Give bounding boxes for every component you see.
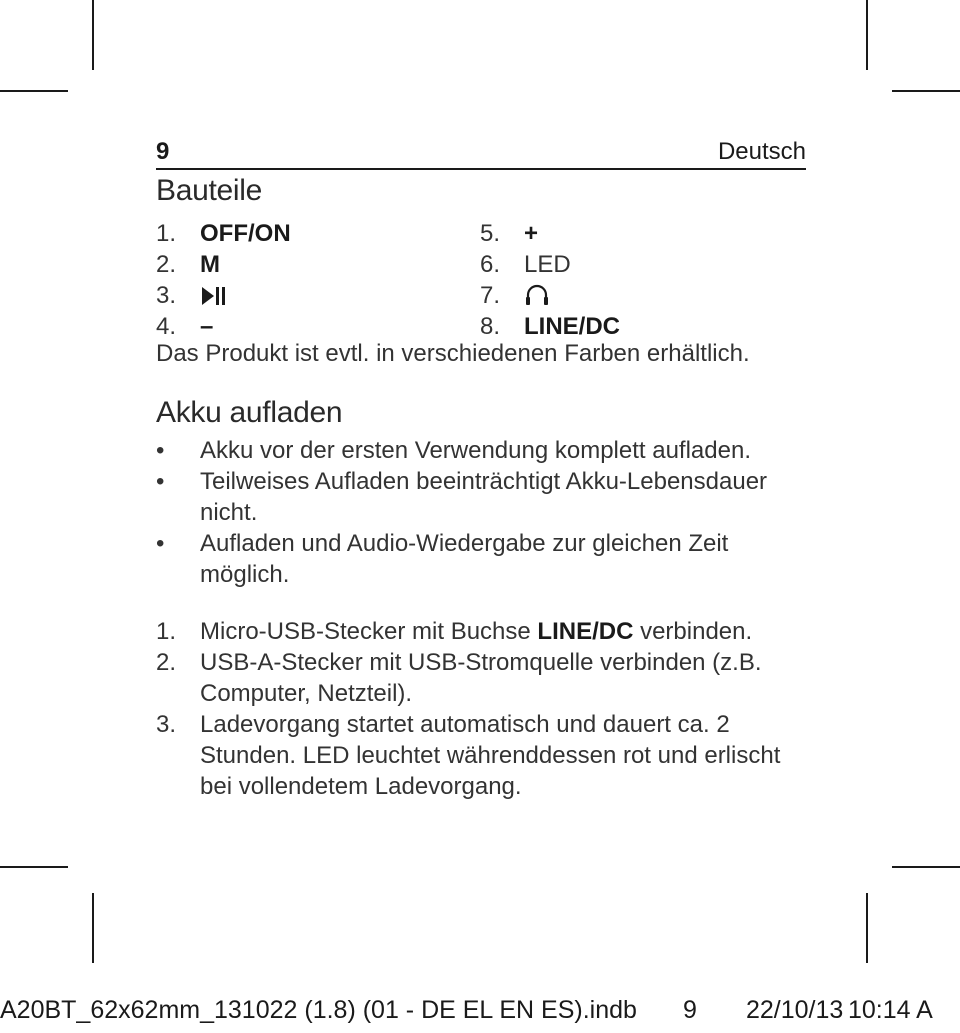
part-item-6: 6. LED: [480, 251, 571, 278]
list-item: 1. Micro-USB-Stecker mit Buchse LINE/DC verbinden.: [156, 618, 753, 645]
crop-mark-bottom-right-horizontal: [892, 866, 960, 868]
bullet-icon: •: [156, 437, 165, 464]
part-item-7: 7.: [480, 280, 550, 311]
section-title-bauteile: Bauteile: [156, 174, 263, 207]
slug-date: 22/10/13: [746, 996, 844, 1024]
section-title-akku: Akku aufladen: [156, 396, 343, 429]
crop-mark-top-right-horizontal: [892, 90, 960, 92]
slug-page: 9: [683, 996, 697, 1024]
part-item-5: 5. +: [480, 220, 539, 247]
part-item-3: 3.: [156, 280, 228, 311]
list-item: • Teilweises Aufladen beeinträchtigt Akku-Lebensdauer nicht.: [156, 468, 768, 526]
list-item: 2. USB-A-Stecker mit USB-Stromquelle verbinden (z.B. Computer, Netzteil).: [156, 649, 762, 707]
page-number: 9: [156, 138, 170, 165]
slug-filename: A20BT_62x62mm_131022 (1.8) (01 - DE EL EN ES).indb: [0, 996, 637, 1024]
crop-mark-bottom-right-vertical: [866, 893, 868, 963]
bullet-icon: •: [156, 468, 165, 495]
crop-mark-top-left-horizontal: [0, 90, 68, 92]
crop-mark-top-right-vertical: [866, 0, 868, 70]
part-item-2: 2. M: [156, 251, 220, 278]
part-item-1: 1. OFF/ON: [156, 220, 291, 247]
crop-mark-bottom-left-horizontal: [0, 866, 68, 868]
crop-mark-top-left-vertical: [92, 0, 94, 70]
print-slug: [0, 996, 960, 1033]
play-pause-icon: [200, 285, 228, 307]
headphones-icon: [524, 283, 550, 307]
crop-mark-bottom-left-vertical: [92, 893, 94, 963]
bullet-icon: •: [156, 530, 165, 557]
part-item-4: 4. –: [156, 313, 214, 340]
color-note: Das Produkt ist evtl. in verschiedenen Farben erhältlich.: [156, 340, 750, 367]
list-item: 3. Ladevorgang startet automatisch und dauert ca. 2 Stunden. LED leuchtet währenddessen rot und erlischt bei vollendetem Ladevorgang.: [156, 711, 781, 800]
list-item: • Aufladen und Audio-Wiedergabe zur gleichen Zeit möglich.: [156, 530, 729, 588]
akku-bullet-list: [156, 435, 816, 590]
charging-steps: [156, 616, 816, 802]
page-header: [156, 138, 806, 170]
list-item: • Akku vor der ersten Verwendung komplett aufladen.: [156, 437, 751, 464]
slug-time: 10:14 A: [848, 996, 933, 1024]
part-item-8: 8. LINE/DC: [480, 313, 620, 340]
language-label: Deutsch: [717, 138, 806, 165]
